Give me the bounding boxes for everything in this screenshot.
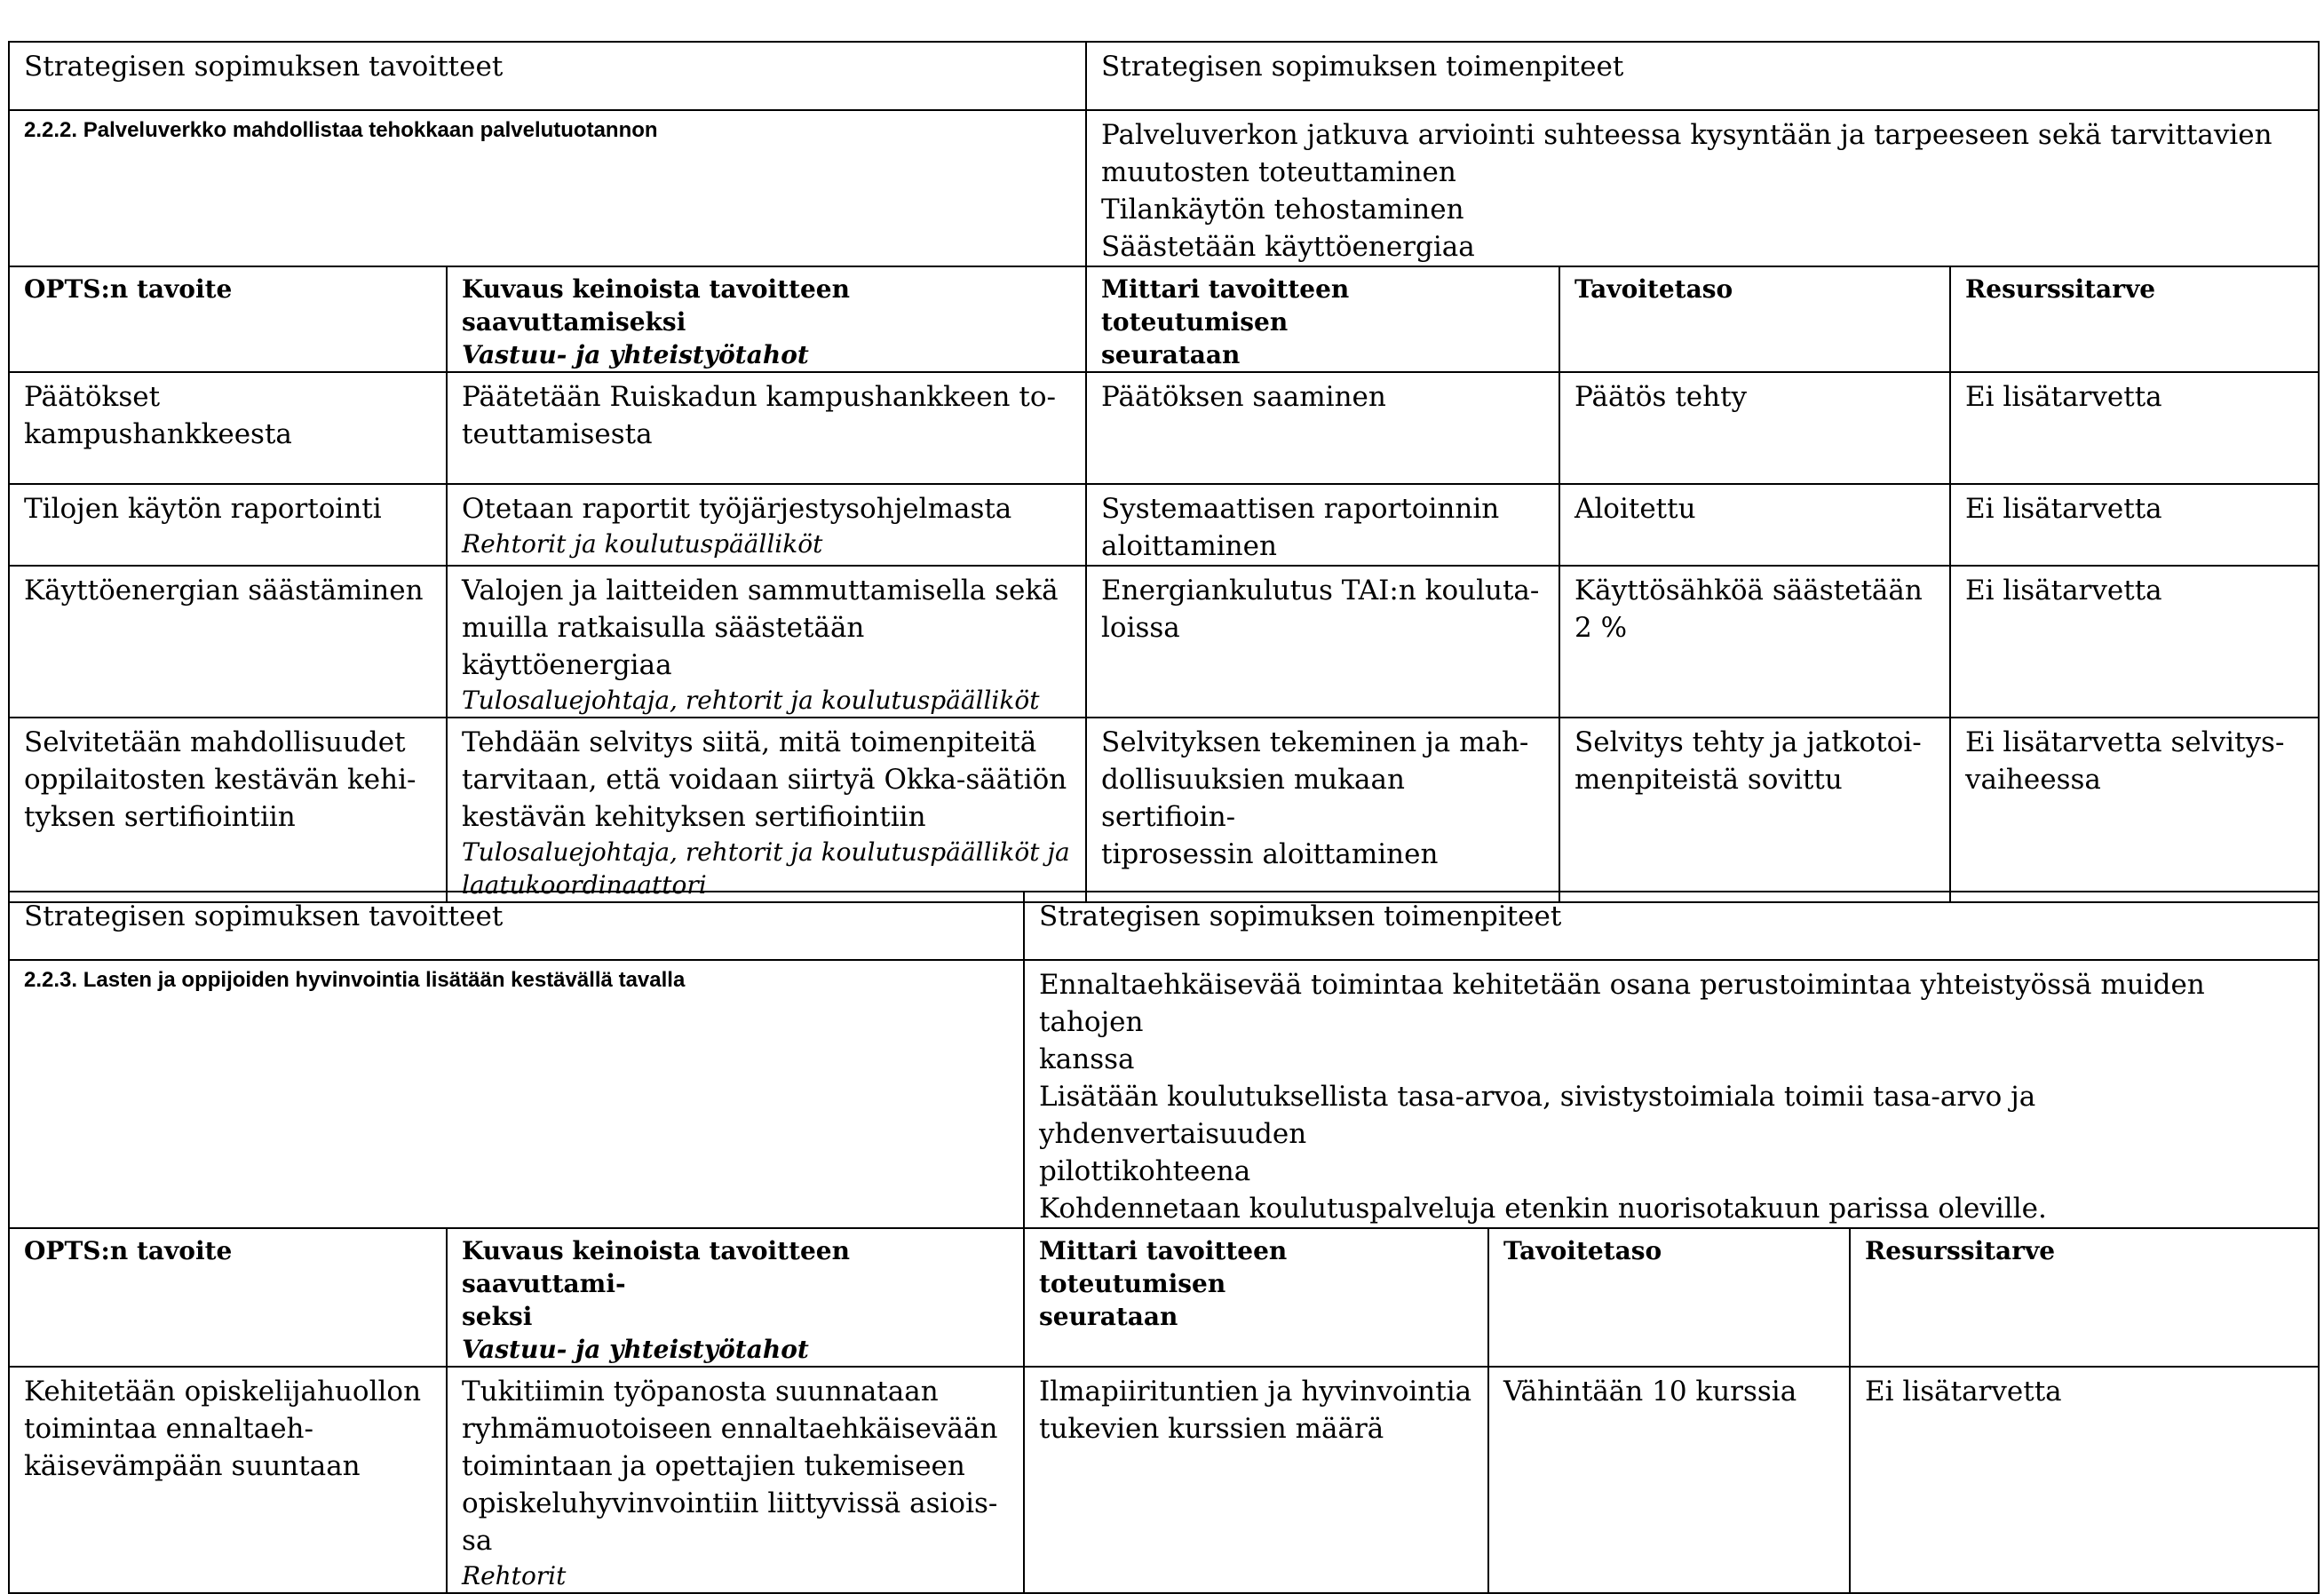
measure-line: Säästetään käyttöenergiaa: [1101, 231, 1475, 263]
cell-indicator: Päätöksen saaminen: [1086, 372, 1559, 484]
cell-target-level: Päätös tehty: [1559, 372, 1950, 484]
table-row: [9, 1367, 2319, 1593]
cell-goal: Päätökset kampushankkeesta: [9, 372, 447, 484]
cell-description: Tehdään selvitys siitä, mitä toimenpiteitä tarvitaan, että voidaan siirtyä Okka-säätiön kestävän kehityksen sertifiointiin Tulosaluejohtaja, rehtorit ja koulutuspäälliköt ja laatukoordinaattori: [447, 718, 1086, 902]
col-header-indicator: Mittari tavoitteen toteutumisen seurataan: [1086, 266, 1559, 372]
cell-indicator: Selvityksen tekeminen ja mah- dollisuuksien mukaan sertifioin- tiprosessin aloittaminen: [1086, 718, 1559, 902]
table-2-2-3: [8, 891, 2320, 1594]
table-row: [9, 718, 2319, 902]
cell-indicator: Energiankulutus TAI:n kouluta- loissa: [1086, 566, 1559, 718]
goal-title: 2.2.3. Lasten ja oppijoiden hyvinvointia lisätään kestävällä tavalla: [9, 960, 1024, 1228]
col-header-description: Kuvaus keinoista tavoitteen saavuttamiseksi Vastuu- ja yhteistyötahot: [447, 266, 1086, 372]
cell-description: Otetaan raportit työjärjestysohjelmasta Rehtorit ja koulutuspäälliköt: [447, 484, 1086, 566]
cell-goal: Selvitetään mahdollisuudet oppilaitosten kestävän kehi- tyksen sertifiointiin: [9, 718, 447, 902]
cell-target-level: Aloitettu: [1559, 484, 1950, 566]
strategic-goals-header: Strategisen sopimuksen tavoitteet: [9, 42, 1086, 110]
measure-line: Kohdennetaan koulutuspalveluja etenkin nuorisotakuun parissa oleville.: [1039, 1193, 2047, 1225]
cell-description: Tukitiimin työpanosta suunnataan ryhmämuotoiseen ennaltaehkäisevään toimintaan ja opettajien tukemiseen opiskeluhyvinvointiin liittyvissä asiois- sa Rehtorit: [447, 1367, 1024, 1593]
cell-goal: Kehitetään opiskelijahuollon toimintaa ennaltaeh- käisevämpään suuntaan: [9, 1367, 447, 1593]
measure-line: Tilankäytön tehostaminen: [1101, 194, 1464, 226]
cell-resource-need: Ei lisätarvetta: [1950, 372, 2319, 484]
cell-indicator: Ilmapiirituntien ja hyvinvointia tukevien kurssien määrä: [1024, 1367, 1488, 1593]
col-header-resource-need: Resurssitarve: [1950, 266, 2319, 372]
table-2-2-2: [8, 41, 2320, 903]
cell-indicator: Systemaattisen raportoinnin aloittaminen: [1086, 484, 1559, 566]
col-header-opts-goal: OPTS:n tavoite: [9, 1228, 447, 1367]
col-header-target-level: Tavoitetaso: [1559, 266, 1950, 372]
strategic-measures-header: Strategisen sopimuksen toimenpiteet: [1086, 42, 2319, 110]
cell-goal: Tilojen käytön raportointi: [9, 484, 447, 566]
cell-target-level: Käyttösähköä säästetään 2 %: [1559, 566, 1950, 718]
measure-line: Ennaltaehkäisevää toimintaa kehitetään osana perustoimintaa yhteistyössä muiden tahojen: [1039, 969, 2205, 1038]
measures-list: [1024, 960, 2319, 1228]
cell-target-level: Selvitys tehty ja jatkotoi- menpiteistä sovittu: [1559, 718, 1950, 902]
cell-resource-need: Ei lisätarvetta: [1850, 1367, 2319, 1593]
cell-resource-need: Ei lisätarvetta selvitys- vaiheessa: [1950, 718, 2319, 902]
measure-line: Palveluverkon jatkuva arviointi suhteessa kysyntään ja tarpeeseen sekä tarvittavien: [1101, 119, 2272, 151]
col-header-target-level: Tavoitetaso: [1488, 1228, 1850, 1367]
cell-description: Valojen ja laitteiden sammuttamisella sekä muilla ratkaisulla säästetään käyttöenergiaa Tulosaluejohtaja, rehtorit ja koulutuspäälliköt: [447, 566, 1086, 718]
measure-line: Lisätään koulutuksellista tasa-arvoa, sivistystoimiala toimii tasa-arvo ja yhdenvertaisuuden: [1039, 1081, 2036, 1150]
measure-line: pilottikohteena: [1039, 1155, 1251, 1187]
cell-target-level: Vähintään 10 kurssia: [1488, 1367, 1850, 1593]
col-header-indicator: Mittari tavoitteen toteutumisen seurataan: [1024, 1228, 1488, 1367]
cell-resource-need: Ei lisätarvetta: [1950, 484, 2319, 566]
strategic-goals-header: Strategisen sopimuksen tavoitteet: [9, 892, 1024, 960]
measures-list: [1086, 110, 2319, 266]
table-row: [9, 566, 2319, 718]
table-row: [9, 372, 2319, 484]
table-row: [9, 484, 2319, 566]
measure-line: muutosten toteuttaminen: [1101, 156, 1456, 188]
cell-resource-need: Ei lisätarvetta: [1950, 566, 2319, 718]
cell-goal: Käyttöenergian säästäminen: [9, 566, 447, 718]
cell-description: Päätetään Ruiskadun kampushankkeen to- teuttamisesta: [447, 372, 1086, 484]
col-header-resource-need: Resurssitarve: [1850, 1228, 2319, 1367]
measure-line: kanssa: [1039, 1043, 1135, 1075]
col-header-opts-goal: OPTS:n tavoite: [9, 266, 447, 372]
goal-title: 2.2.2. Palveluverkko mahdollistaa tehokkaan palvelutuotannon: [9, 110, 1086, 266]
col-header-description: Kuvaus keinoista tavoitteen saavuttami- seksi Vastuu- ja yhteistyötahot: [447, 1228, 1024, 1367]
strategic-measures-header: Strategisen sopimuksen toimenpiteet: [1024, 892, 2319, 960]
